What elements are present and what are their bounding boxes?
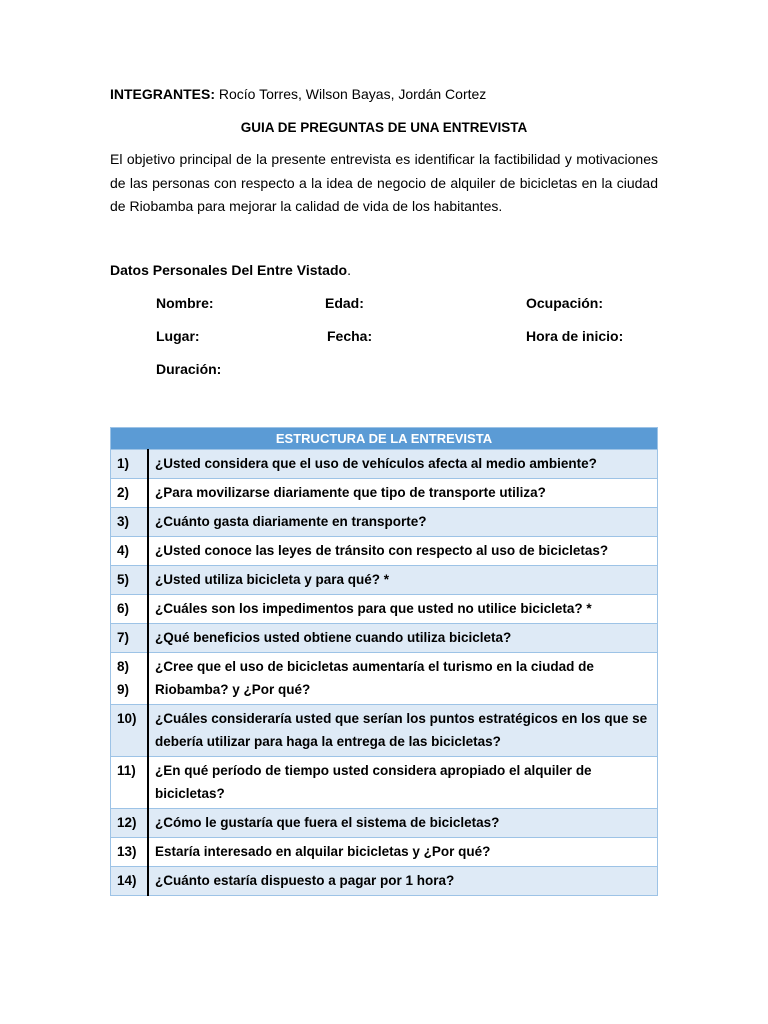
field-duracion: Duración:: [156, 361, 222, 377]
question-number: 12): [111, 809, 149, 838]
question-number: 4): [111, 537, 149, 566]
question-number: 13): [111, 838, 149, 867]
question-number: 14): [111, 867, 149, 896]
table-row: [111, 705, 658, 757]
members-line: [110, 85, 486, 103]
interview-structure-table: [110, 427, 658, 896]
table-row: [111, 867, 658, 896]
field-nombre: Nombre:: [156, 295, 214, 311]
question-text: ¿Usted utiliza bicicleta y para qué? *: [148, 566, 658, 595]
table-row: [111, 838, 658, 867]
question-number: 5): [111, 566, 149, 595]
table-header-row: [111, 428, 658, 450]
table-row: [111, 450, 658, 479]
question-text: ¿Cuáles son los impedimentos para que usted no utilice bicicleta? *: [148, 595, 658, 624]
table-row: [111, 653, 658, 705]
table-row: [111, 566, 658, 595]
question-number: 8) 9): [111, 653, 149, 705]
field-lugar: Lugar:: [156, 328, 200, 344]
question-number: 10): [111, 705, 149, 757]
table-row: [111, 624, 658, 653]
question-text: ¿Cuáles consideraría usted que serían los puntos estratégicos en los que se debería utilizar para haga la entrega de las bicicletas?: [148, 705, 658, 757]
question-number: 3): [111, 508, 149, 537]
question-number: 6): [111, 595, 149, 624]
question-text: ¿Cree que el uso de bicicletas aumentaría el turismo en la ciudad de Riobamba? y ¿Por qué?: [148, 653, 658, 705]
question-text: ¿En qué período de tiempo usted considera apropiado el alquiler de bicicletas?: [148, 757, 658, 809]
table-body: [111, 450, 658, 896]
question-text: ¿Cómo le gustaría que fuera el sistema de bicicletas?: [148, 809, 658, 838]
field-edad: Edad:: [325, 295, 364, 311]
table-header: ESTRUCTURA DE LA ENTREVISTA: [111, 428, 658, 450]
table-row: [111, 537, 658, 566]
field-fecha: Fecha:: [327, 328, 373, 344]
question-number: 2): [111, 479, 149, 508]
members-label: INTEGRANTES:: [110, 86, 215, 102]
question-number: 11): [111, 757, 149, 809]
table-row: [111, 757, 658, 809]
document-title: GUIA DE PREGUNTAS DE UNA ENTREVISTA: [240, 120, 528, 135]
members-names: Rocío Torres, Wilson Bayas, Jordán Cortez: [215, 86, 487, 102]
question-text: ¿Usted conoce las leyes de tránsito con respecto al uso de bicicletas?: [148, 537, 658, 566]
table-row: [111, 809, 658, 838]
question-text: Estaría interesado en alquilar bicicletas y ¿Por qué?: [148, 838, 658, 867]
question-number: 7): [111, 624, 149, 653]
personal-data-title-suffix: .: [347, 262, 351, 278]
question-text: ¿Para movilizarse diariamente que tipo de transporte utiliza?: [148, 479, 658, 508]
question-text: ¿Qué beneficios usted obtiene cuando utiliza bicicleta?: [148, 624, 658, 653]
table-row: [111, 508, 658, 537]
question-text: ¿Usted considera que el uso de vehículos afecta al medio ambiente?: [148, 450, 658, 479]
table-row: [111, 479, 658, 508]
intro-paragraph: El objetivo principal de la presente entrevista es identificar la factibilidad y motivaciones de las personas con respecto a la idea de negocio de alquiler de bicicletas en la ciudad de Riobamba para mejorar la calidad de vida de los habitantes.: [110, 151, 658, 214]
question-text: ¿Cuánto gasta diariamente en transporte?: [148, 508, 658, 537]
personal-data-heading: [110, 261, 351, 279]
table-row: [111, 595, 658, 624]
field-hora-inicio: Hora de inicio:: [526, 328, 624, 344]
field-ocupacion: Ocupación:: [526, 295, 604, 311]
personal-data-title: Datos Personales Del Entre Vistado: [110, 262, 348, 278]
question-number: 1): [111, 450, 149, 479]
question-text: ¿Cuánto estaría dispuesto a pagar por 1 hora?: [148, 867, 658, 896]
